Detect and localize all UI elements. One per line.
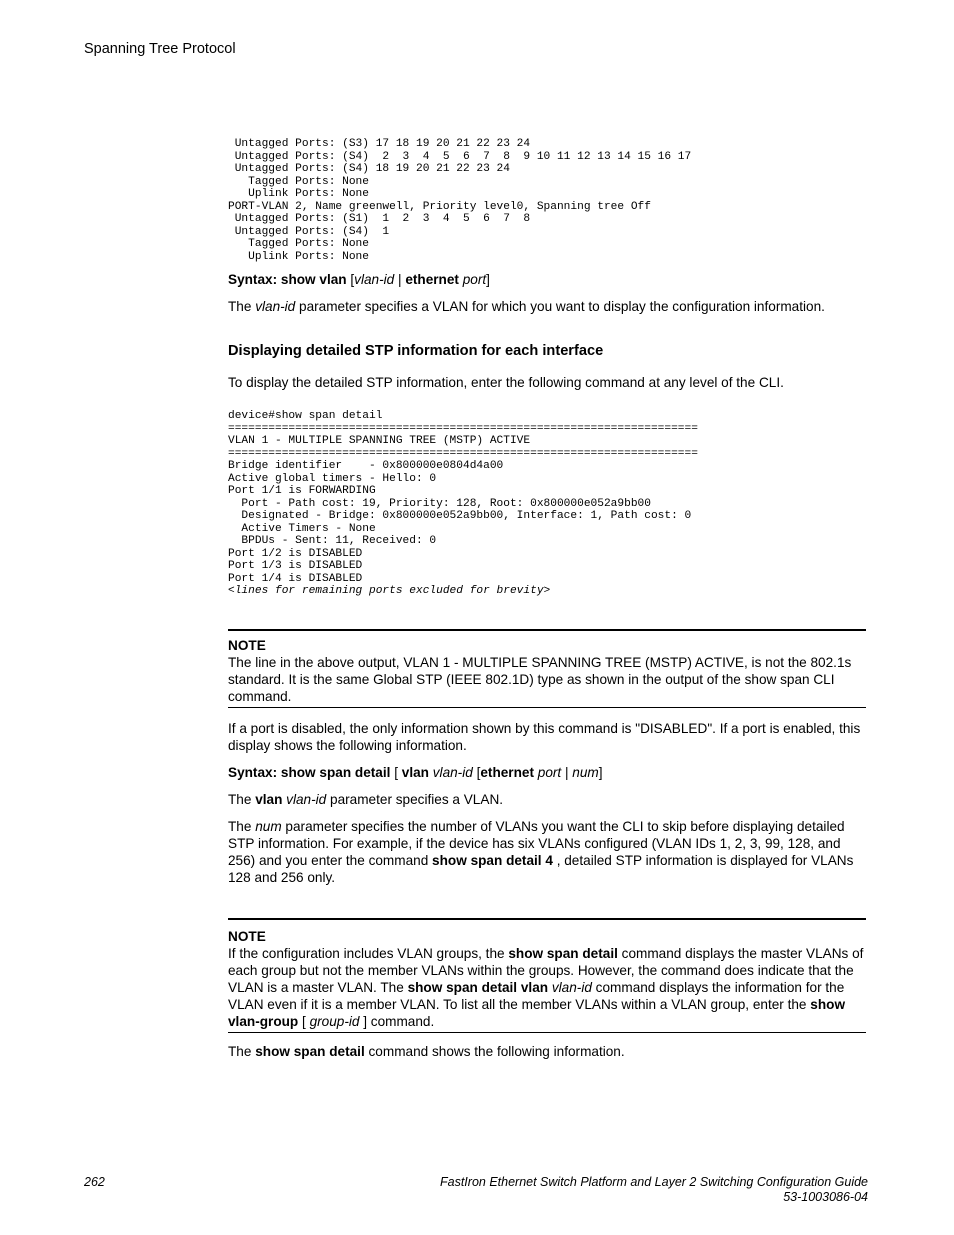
footer-doc-title: FastIron Ethernet Switch Platform and Layer 2 Switching Configuration Guide	[440, 1175, 868, 1189]
note-vlan-groups	[228, 918, 866, 1033]
code-line: Port - Path cost: 19, Priority: 128, Root: 0x800000e052a9bb00	[228, 497, 651, 510]
page-number: 262	[84, 1175, 105, 1189]
code-line: Uplink Ports: None	[228, 188, 369, 200]
note-mstp	[228, 629, 866, 708]
syntax-show-vlan: Syntax: show vlan [vlan-id | ethernet port]	[228, 272, 490, 287]
code-line: Port 1/4 is DISABLED	[228, 572, 363, 585]
footer-doc-number: 53-1003086-04	[783, 1190, 868, 1204]
code-line: PORT-VLAN 2, Name greenwell, Priority level0, Spanning tree Off	[228, 200, 651, 213]
code-line: Untagged Ports: (S4) 2 3 4 5 6 7 8 9 10 11 12 13 14 15 16 17	[228, 150, 692, 163]
num-param-description: The num parameter specifies the number of VLANs you want the CLI to skip before displaying detailed STP information. For example, if the device has six VLANs configured (VLAN IDs 1, 2, 3, 99, 128, and 256) and you enter the command show span detail 4 , detailed STP information is displayed for VLANs 128 and 256 only.	[228, 818, 854, 885]
running-header: Spanning Tree Protocol	[84, 41, 236, 57]
code-line: Active Timers - None	[228, 522, 376, 535]
note-title: NOTE	[228, 928, 266, 944]
code-line: ======================================================================	[228, 422, 698, 435]
note-text: The line in the above output, VLAN 1 - MULTIPLE SPANNING TREE (MSTP) ACTIVE, is not the 802.1s standard. It is the same Global STP (IEEE 802.1D) type as shown in the output of the show span CLI command.	[228, 654, 852, 704]
disabled-port-paragraph: If a port is disabled, the only information shown by this command is "DISABLED". If a port is enabled, this display shows the following information.	[228, 720, 861, 753]
intro-paragraph: To display the detailed STP information, enter the following command at any level of the CLI.	[228, 375, 784, 390]
code-line: Untagged Ports: (S4) 1	[228, 225, 390, 238]
code-line: device#show span detail	[228, 410, 383, 422]
code-line: Tagged Ports: None	[228, 175, 369, 188]
note-title: NOTE	[228, 637, 266, 653]
note-text: If the configuration includes VLAN groups, the show span detail command displays the master VLANs of each group but not the member VLANs within the groups. However, the command does indicate that the VLAN is a master VLAN. The show span detail vlan vlan-id command displays the information for the VLAN even if it is a member VLAN. To list all the member VLANs within a VLAN group, enter the show vlan-group [ group-id ] command.	[228, 945, 864, 1029]
closing-paragraph: The show span detail command shows the following information.	[228, 1043, 625, 1059]
code-block-vlan-output	[228, 138, 866, 263]
vlan-param-description: The vlan vlan-id parameter specifies a VLAN.	[228, 791, 504, 807]
footer-doc-info	[440, 1175, 868, 1205]
code-omission-note: <lines for remaining ports excluded for brevity>	[228, 585, 551, 597]
code-block-span-detail	[228, 410, 866, 598]
code-line: Bridge identifier - 0x800000e0804d4a00	[228, 460, 504, 472]
code-line: Port 1/1 is FORWARDING	[228, 485, 376, 497]
code-line: Port 1/3 is DISABLED	[228, 560, 363, 572]
page-content	[228, 138, 866, 1060]
code-line: Active global timers - Hello: 0	[228, 472, 437, 485]
syntax-show-span-detail: Syntax: show span detail [ vlan vlan-id [ethernet port | num]	[228, 764, 603, 780]
code-line: Port 1/2 is DISABLED	[228, 547, 363, 560]
section-heading: Displaying detailed STP information for each interface	[228, 343, 604, 359]
code-line: Tagged Ports: None	[228, 238, 369, 250]
code-line: VLAN 1 - MULTIPLE SPANNING TREE (MSTP) ACTIVE	[228, 435, 531, 447]
code-line: Untagged Ports: (S3) 17 18 19 20 21 22 23 24	[228, 138, 531, 150]
code-line: Untagged Ports: (S4) 18 19 20 21 22 23 24	[228, 163, 510, 175]
vlan-id-description: The vlan-id parameter specifies a VLAN for which you want to display the configuration information.	[228, 299, 825, 314]
code-line: Designated - Bridge: 0x800000e052a9bb00, Interface: 1, Path cost: 0	[228, 510, 692, 522]
code-line: Untagged Ports: (S1) 1 2 3 4 5 6 7 8	[228, 213, 531, 225]
code-line: BPDUs - Sent: 11, Received: 0	[228, 535, 437, 547]
code-line: Uplink Ports: None	[228, 250, 369, 263]
code-line: ======================================================================	[228, 447, 698, 460]
